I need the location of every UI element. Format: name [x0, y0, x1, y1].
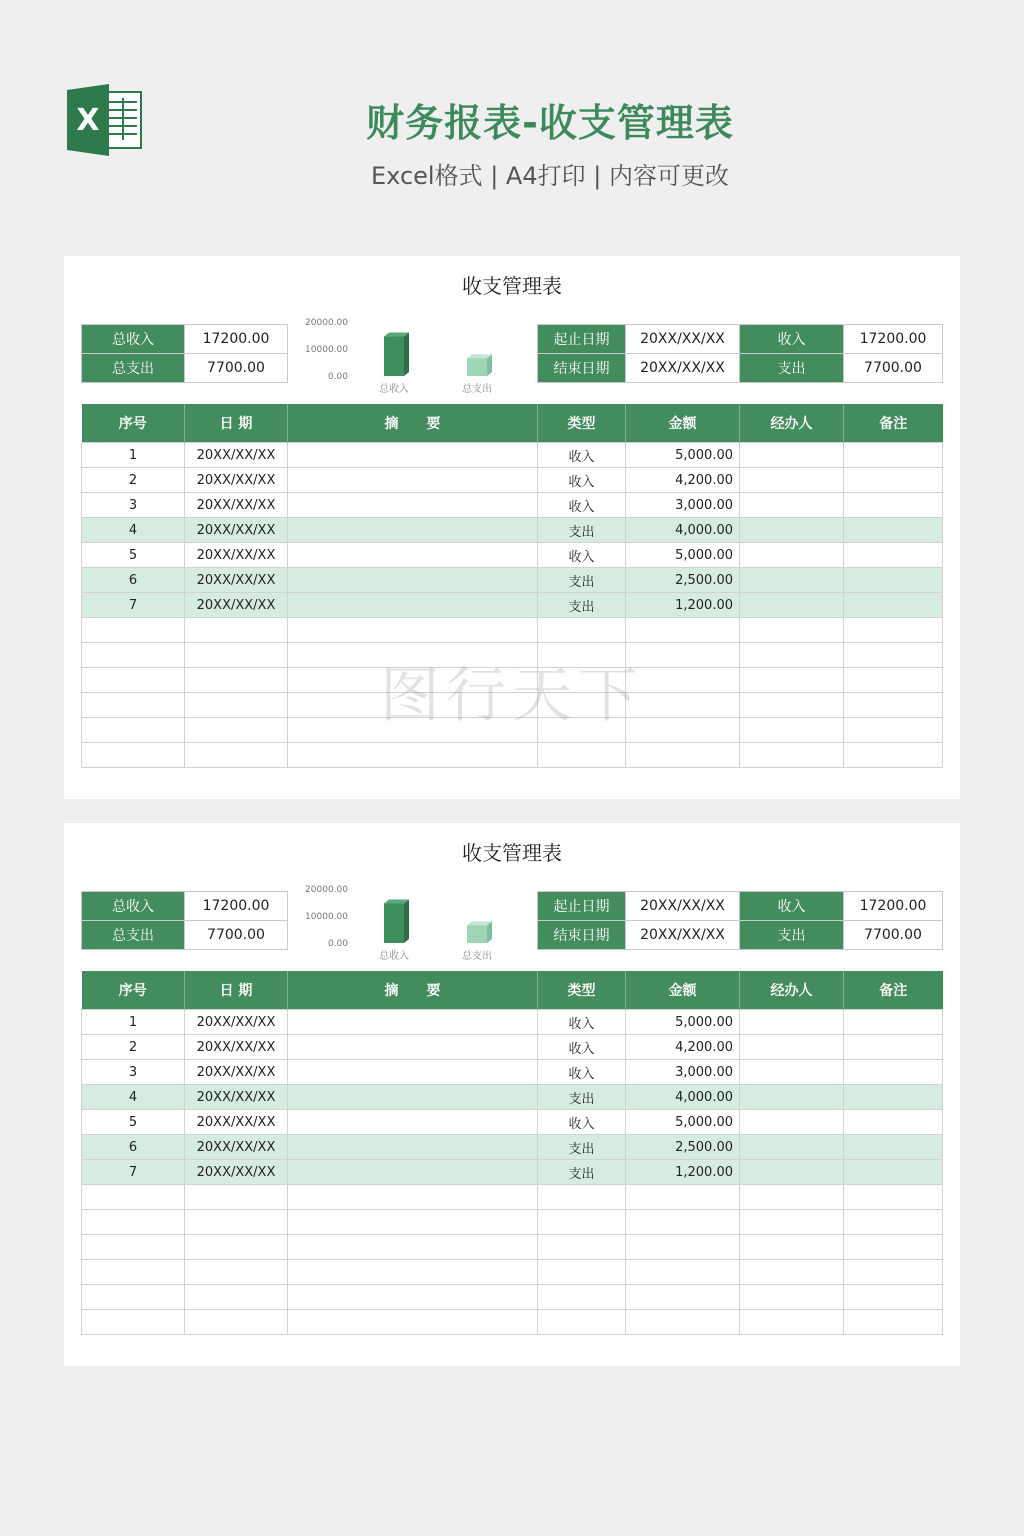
cell-type[interactable]: 支出 — [538, 1135, 626, 1160]
chart-bar — [467, 925, 487, 943]
table-row — [82, 518, 943, 543]
date-label: 结束日期 — [538, 921, 626, 950]
empty-cell[interactable] — [82, 1185, 185, 1210]
y-tick-label: 0.00 — [327, 372, 348, 382]
cell-type[interactable]: 收入 — [538, 1060, 626, 1085]
watermark: 图行天下 — [380, 661, 644, 731]
empty-cell[interactable] — [538, 743, 626, 768]
column-header[interactable]: 经办人 — [740, 404, 844, 443]
bar-side — [404, 900, 409, 943]
table-row — [82, 1110, 943, 1135]
empty-cell[interactable] — [844, 1285, 943, 1310]
cell-summary[interactable] — [288, 1060, 538, 1085]
empty-cell[interactable] — [82, 1285, 185, 1310]
empty-cell[interactable] — [626, 743, 740, 768]
cell-amount[interactable]: 2,500.00 — [626, 568, 740, 593]
cell-date[interactable]: 20XX/XX/XX — [185, 1160, 288, 1185]
cell-amount[interactable]: 3,000.00 — [626, 1060, 740, 1085]
empty-cell[interactable] — [185, 643, 288, 668]
amount-label: 支出 — [740, 354, 844, 383]
summary-label: 总收入 — [82, 892, 185, 921]
cell-amount[interactable]: 1,200.00 — [626, 593, 740, 618]
column-header[interactable]: 备注 — [844, 971, 943, 1010]
summary-row — [82, 921, 288, 950]
empty-cell[interactable] — [626, 1310, 740, 1335]
empty-cell[interactable] — [740, 743, 844, 768]
cell-no[interactable]: 4 — [82, 518, 185, 543]
empty-cell[interactable] — [740, 718, 844, 743]
table-row — [82, 568, 943, 593]
cell-handler[interactable] — [740, 1035, 844, 1060]
excel-logo-icon — [67, 84, 143, 156]
y-tick-label: 20000.00 — [305, 318, 348, 328]
amount-label: 支出 — [740, 921, 844, 950]
empty-cell[interactable] — [185, 743, 288, 768]
cell-date[interactable]: 20XX/XX/XX — [185, 443, 288, 468]
empty-cell[interactable] — [626, 1185, 740, 1210]
table-row — [82, 1060, 943, 1085]
column-header[interactable]: 日 期 — [185, 971, 288, 1010]
cell-amount[interactable]: 1,200.00 — [626, 1160, 740, 1185]
empty-cell[interactable] — [82, 1235, 185, 1260]
empty-cell[interactable] — [844, 618, 943, 643]
empty-cell[interactable] — [82, 1310, 185, 1335]
table-row — [82, 493, 943, 518]
empty-cell[interactable] — [740, 1185, 844, 1210]
cell-type[interactable]: 收入 — [538, 1110, 626, 1135]
cell-handler[interactable] — [740, 443, 844, 468]
empty-cell[interactable] — [82, 693, 185, 718]
cell-note[interactable] — [844, 1085, 943, 1110]
empty-cell[interactable] — [740, 668, 844, 693]
empty-cell[interactable] — [538, 1235, 626, 1260]
cell-summary[interactable] — [288, 1035, 538, 1060]
empty-cell[interactable] — [538, 618, 626, 643]
summary-left-table — [81, 324, 288, 383]
cell-date[interactable]: 20XX/XX/XX — [185, 593, 288, 618]
empty-cell[interactable] — [288, 1260, 538, 1285]
empty-cell[interactable] — [82, 718, 185, 743]
summary-value[interactable]: 7700.00 — [185, 354, 288, 383]
empty-cell[interactable] — [844, 1235, 943, 1260]
date-value[interactable]: 20XX/XX/XX — [626, 325, 740, 354]
empty-cell[interactable] — [538, 1310, 626, 1335]
cell-no[interactable]: 5 — [82, 1110, 185, 1135]
cell-handler[interactable] — [740, 1060, 844, 1085]
cell-date[interactable]: 20XX/XX/XX — [185, 518, 288, 543]
empty-row — [82, 1210, 943, 1235]
empty-cell[interactable] — [185, 1260, 288, 1285]
empty-row — [82, 1235, 943, 1260]
cell-date[interactable]: 20XX/XX/XX — [185, 493, 288, 518]
summary-label: 总支出 — [82, 354, 185, 383]
cell-note[interactable] — [844, 1135, 943, 1160]
cell-no[interactable]: 3 — [82, 493, 185, 518]
empty-cell[interactable] — [626, 618, 740, 643]
table-row — [82, 443, 943, 468]
summary-row — [538, 354, 943, 383]
cell-type[interactable]: 支出 — [538, 593, 626, 618]
column-header[interactable]: 摘 要 — [288, 971, 538, 1010]
date-value[interactable]: 20XX/XX/XX — [626, 892, 740, 921]
cell-note[interactable] — [844, 1010, 943, 1035]
empty-cell[interactable] — [626, 1210, 740, 1235]
cell-summary[interactable] — [288, 493, 538, 518]
x-category-label: 总支出 — [462, 384, 492, 395]
cell-summary[interactable] — [288, 443, 538, 468]
column-header[interactable]: 序号 — [82, 404, 185, 443]
cell-date[interactable]: 20XX/XX/XX — [185, 568, 288, 593]
amount-value[interactable]: 7700.00 — [844, 354, 943, 383]
empty-cell[interactable] — [288, 1185, 538, 1210]
cell-date[interactable]: 20XX/XX/XX — [185, 543, 288, 568]
cell-summary[interactable] — [288, 568, 538, 593]
x-category-label: 总收入 — [379, 951, 409, 962]
summary-row — [82, 354, 288, 383]
empty-cell[interactable] — [626, 1260, 740, 1285]
cell-note[interactable] — [844, 518, 943, 543]
cell-amount[interactable]: 5,000.00 — [626, 1010, 740, 1035]
table-header-row — [82, 404, 943, 443]
empty-cell[interactable] — [185, 693, 288, 718]
summary-label: 总收入 — [82, 325, 185, 354]
table-header-row — [82, 971, 943, 1010]
table-row — [82, 1010, 943, 1035]
empty-cell[interactable] — [82, 1260, 185, 1285]
chart-bar — [384, 904, 404, 943]
date-value[interactable]: 20XX/XX/XX — [626, 921, 740, 950]
cell-summary[interactable] — [288, 1160, 538, 1185]
column-header[interactable]: 摘 要 — [288, 404, 538, 443]
empty-cell[interactable] — [740, 1260, 844, 1285]
cell-no[interactable]: 5 — [82, 543, 185, 568]
empty-cell[interactable] — [185, 1310, 288, 1335]
empty-cell[interactable] — [844, 693, 943, 718]
cell-note[interactable] — [844, 468, 943, 493]
date-label: 结束日期 — [538, 354, 626, 383]
y-tick-label: 20000.00 — [305, 885, 348, 895]
empty-cell[interactable] — [288, 618, 538, 643]
table-row — [82, 593, 943, 618]
empty-cell[interactable] — [288, 1310, 538, 1335]
cell-type[interactable]: 收入 — [538, 493, 626, 518]
cell-note[interactable] — [844, 493, 943, 518]
sheet-panel — [64, 823, 960, 1366]
cell-no[interactable]: 6 — [82, 1135, 185, 1160]
mini-bar-chart — [292, 310, 532, 410]
cell-no[interactable]: 2 — [82, 468, 185, 493]
cell-note[interactable] — [844, 593, 943, 618]
column-header[interactable]: 日 期 — [185, 404, 288, 443]
cell-handler[interactable] — [740, 593, 844, 618]
empty-cell[interactable] — [740, 1285, 844, 1310]
column-header[interactable]: 类型 — [538, 404, 626, 443]
table-row — [82, 468, 943, 493]
summary-right-table — [537, 324, 943, 383]
cell-date[interactable]: 20XX/XX/XX — [185, 1060, 288, 1085]
cell-summary[interactable] — [288, 518, 538, 543]
cell-amount[interactable]: 5,000.00 — [626, 543, 740, 568]
column-header[interactable]: 经办人 — [740, 971, 844, 1010]
empty-cell[interactable] — [185, 618, 288, 643]
cell-handler[interactable] — [740, 468, 844, 493]
cell-amount[interactable]: 4,200.00 — [626, 468, 740, 493]
empty-cell[interactable] — [844, 1260, 943, 1285]
date-value[interactable]: 20XX/XX/XX — [626, 354, 740, 383]
cell-amount[interactable]: 3,000.00 — [626, 493, 740, 518]
logo-letter: X — [76, 103, 100, 138]
x-category-label: 总支出 — [462, 951, 492, 962]
cell-amount[interactable]: 4,200.00 — [626, 1035, 740, 1060]
summary-value[interactable]: 7700.00 — [185, 921, 288, 950]
cell-note[interactable] — [844, 443, 943, 468]
cell-date[interactable]: 20XX/XX/XX — [185, 1010, 288, 1035]
summary-value[interactable]: 17200.00 — [185, 892, 288, 921]
y-tick-label: 0.00 — [327, 939, 348, 949]
cell-amount[interactable]: 4,000.00 — [626, 1085, 740, 1110]
cell-handler[interactable] — [740, 1110, 844, 1135]
cell-summary[interactable] — [288, 468, 538, 493]
empty-cell[interactable] — [538, 1260, 626, 1285]
empty-cell[interactable] — [740, 1235, 844, 1260]
cell-handler[interactable] — [740, 1085, 844, 1110]
sheet-title: 收支管理表 — [462, 841, 562, 865]
empty-row — [82, 1185, 943, 1210]
cell-no[interactable]: 6 — [82, 568, 185, 593]
empty-cell[interactable] — [740, 643, 844, 668]
cell-no[interactable]: 7 — [82, 1160, 185, 1185]
column-header[interactable]: 金额 — [626, 971, 740, 1010]
empty-cell[interactable] — [844, 1310, 943, 1335]
cell-handler[interactable] — [740, 1010, 844, 1035]
empty-cell[interactable] — [538, 1285, 626, 1310]
cell-handler[interactable] — [740, 518, 844, 543]
empty-row — [82, 743, 943, 768]
page-subtitle: Excel格式 | A4打印 | 内容可更改 — [371, 162, 729, 190]
summary-row — [538, 921, 943, 950]
page-title: 财务报表-收支管理表 — [366, 101, 734, 145]
empty-row — [82, 1310, 943, 1335]
cell-note[interactable] — [844, 543, 943, 568]
cell-summary[interactable] — [288, 1110, 538, 1135]
table-row — [82, 1160, 943, 1185]
empty-cell[interactable] — [288, 1210, 538, 1235]
cell-type[interactable]: 收入 — [538, 468, 626, 493]
cell-no[interactable]: 1 — [82, 1010, 185, 1035]
empty-cell[interactable] — [538, 1185, 626, 1210]
cell-type[interactable]: 支出 — [538, 568, 626, 593]
empty-row — [82, 1260, 943, 1285]
y-tick-label: 10000.00 — [305, 345, 348, 355]
cell-date[interactable]: 20XX/XX/XX — [185, 468, 288, 493]
summary-row — [82, 325, 288, 354]
empty-cell[interactable] — [82, 1210, 185, 1235]
cell-summary[interactable] — [288, 593, 538, 618]
cell-note[interactable] — [844, 568, 943, 593]
cell-type[interactable]: 收入 — [538, 1035, 626, 1060]
empty-cell[interactable] — [82, 643, 185, 668]
date-label: 起止日期 — [538, 892, 626, 921]
empty-cell[interactable] — [185, 668, 288, 693]
empty-cell[interactable] — [538, 1210, 626, 1235]
amount-value[interactable]: 7700.00 — [844, 921, 943, 950]
summary-value[interactable]: 17200.00 — [185, 325, 288, 354]
empty-cell[interactable] — [185, 1235, 288, 1260]
empty-cell[interactable] — [740, 618, 844, 643]
date-label: 起止日期 — [538, 325, 626, 354]
cell-type[interactable]: 支出 — [538, 1160, 626, 1185]
amount-value[interactable]: 17200.00 — [844, 892, 943, 921]
table-row — [82, 1085, 943, 1110]
amount-value[interactable]: 17200.00 — [844, 325, 943, 354]
cell-handler[interactable] — [740, 1160, 844, 1185]
summary-row — [538, 892, 943, 921]
cell-summary[interactable] — [288, 1135, 538, 1160]
table-row — [82, 1035, 943, 1060]
empty-cell[interactable] — [288, 743, 538, 768]
cell-handler[interactable] — [740, 1135, 844, 1160]
cell-date[interactable]: 20XX/XX/XX — [185, 1085, 288, 1110]
summary-left-table — [81, 891, 288, 950]
empty-row — [82, 618, 943, 643]
cell-date[interactable]: 20XX/XX/XX — [185, 1110, 288, 1135]
empty-cell[interactable] — [740, 1210, 844, 1235]
empty-cell[interactable] — [844, 743, 943, 768]
y-tick-label: 10000.00 — [305, 912, 348, 922]
empty-cell[interactable] — [185, 1285, 288, 1310]
chart-bar — [467, 358, 487, 376]
cell-note[interactable] — [844, 1160, 943, 1185]
sheet-title: 收支管理表 — [462, 274, 562, 298]
empty-cell[interactable] — [844, 643, 943, 668]
cell-type[interactable]: 收入 — [538, 543, 626, 568]
cell-handler[interactable] — [740, 493, 844, 518]
x-category-label: 总收入 — [379, 384, 409, 395]
empty-cell[interactable] — [185, 718, 288, 743]
cell-type[interactable]: 收入 — [538, 1010, 626, 1035]
chart-bar — [384, 337, 404, 376]
amount-label: 收入 — [740, 892, 844, 921]
empty-cell[interactable] — [626, 1235, 740, 1260]
empty-cell[interactable] — [844, 718, 943, 743]
cell-note[interactable] — [844, 1035, 943, 1060]
empty-cell[interactable] — [288, 1285, 538, 1310]
column-header[interactable]: 金额 — [626, 404, 740, 443]
empty-cell[interactable] — [844, 668, 943, 693]
cell-date[interactable]: 20XX/XX/XX — [185, 1035, 288, 1060]
cell-no[interactable]: 4 — [82, 1085, 185, 1110]
empty-cell[interactable] — [844, 1185, 943, 1210]
empty-cell[interactable] — [844, 1210, 943, 1235]
cell-handler[interactable] — [740, 568, 844, 593]
empty-cell[interactable] — [82, 618, 185, 643]
empty-cell[interactable] — [185, 1185, 288, 1210]
cell-summary[interactable] — [288, 1085, 538, 1110]
table-row — [82, 1135, 943, 1160]
cell-type[interactable]: 支出 — [538, 518, 626, 543]
cell-amount[interactable]: 5,000.00 — [626, 1110, 740, 1135]
empty-row — [82, 1285, 943, 1310]
cell-no[interactable]: 2 — [82, 1035, 185, 1060]
summary-label: 总支出 — [82, 921, 185, 950]
empty-cell[interactable] — [288, 1235, 538, 1260]
cell-no[interactable]: 7 — [82, 593, 185, 618]
bar-side — [404, 333, 409, 376]
empty-cell[interactable] — [626, 1285, 740, 1310]
cell-date[interactable]: 20XX/XX/XX — [185, 1135, 288, 1160]
column-header[interactable]: 序号 — [82, 971, 185, 1010]
cell-type[interactable]: 支出 — [538, 1085, 626, 1110]
cell-note[interactable] — [844, 1110, 943, 1135]
cell-no[interactable]: 3 — [82, 1060, 185, 1085]
cell-amount[interactable]: 4,000.00 — [626, 518, 740, 543]
cell-handler[interactable] — [740, 543, 844, 568]
column-header[interactable]: 类型 — [538, 971, 626, 1010]
empty-cell[interactable] — [740, 693, 844, 718]
cell-summary[interactable] — [288, 1010, 538, 1035]
table-row — [82, 543, 943, 568]
summary-row — [82, 892, 288, 921]
cell-note[interactable] — [844, 1060, 943, 1085]
summary-row — [538, 325, 943, 354]
ledger-table — [81, 971, 943, 1335]
cell-type[interactable]: 收入 — [538, 443, 626, 468]
cell-no[interactable]: 1 — [82, 443, 185, 468]
empty-cell[interactable] — [82, 743, 185, 768]
cell-amount[interactable]: 2,500.00 — [626, 1135, 740, 1160]
column-header[interactable]: 备注 — [844, 404, 943, 443]
page-header — [0, 0, 1024, 230]
empty-cell[interactable] — [185, 1210, 288, 1235]
amount-label: 收入 — [740, 325, 844, 354]
empty-cell[interactable] — [740, 1310, 844, 1335]
empty-cell[interactable] — [82, 668, 185, 693]
cell-amount[interactable]: 5,000.00 — [626, 443, 740, 468]
summary-right-table — [537, 891, 943, 950]
mini-bar-chart — [292, 877, 532, 977]
cell-summary[interactable] — [288, 543, 538, 568]
